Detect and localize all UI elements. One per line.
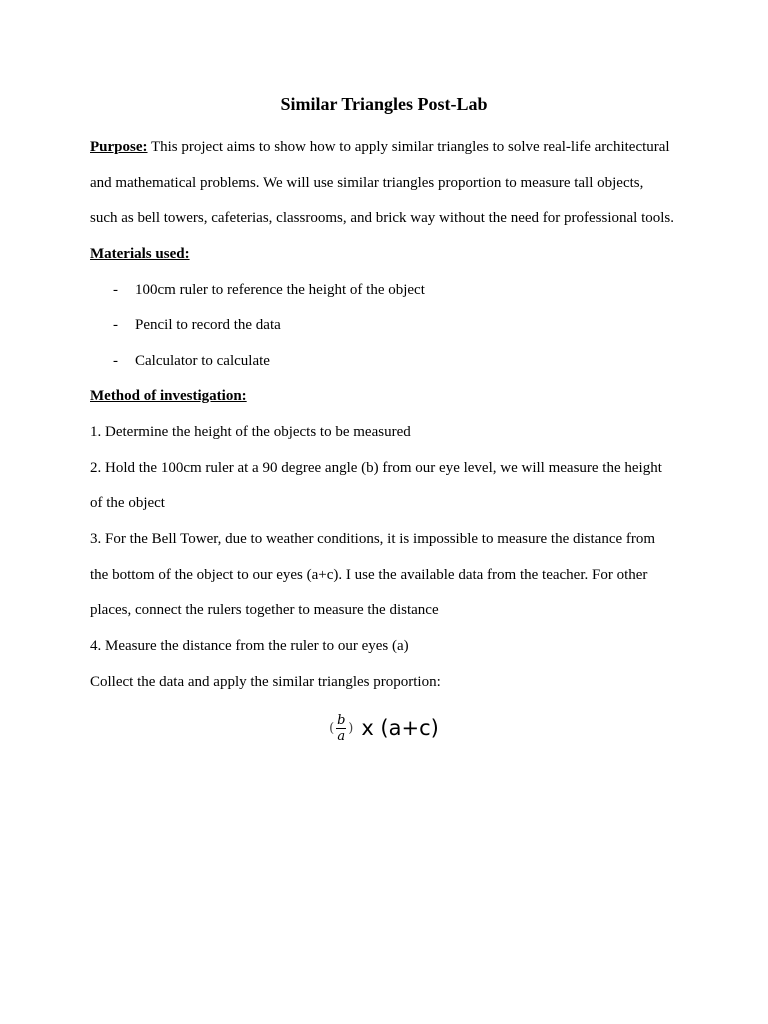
method-step-3-cont-2: places, connect the rulers together to measure the distance — [90, 602, 439, 618]
formula-fraction — [336, 713, 346, 744]
page-title: Similar Triangles Post-Lab — [280, 94, 488, 114]
purpose-text-1: This project aims to show how to apply similar triangles to solve real-life architectural — [147, 139, 670, 155]
method-step-1: 1. Determine the height of the objects to be measured — [90, 424, 411, 440]
materials-item-pencil: Pencil to record the data — [135, 317, 281, 333]
method-step-4: 4. Measure the distance from the ruler to our eyes (a) — [90, 638, 409, 654]
materials-item-ruler: 100cm ruler to reference the height of the object — [135, 282, 425, 298]
purpose-line-3: such as bell towers, cafeterias, classrooms, and brick way without the need for professional tools. — [90, 210, 675, 226]
formula-numerator: b — [337, 712, 346, 728]
method-heading: Method of investigation: — [90, 388, 247, 404]
formula-rest: x (a+c) — [361, 715, 439, 740]
proportion-formula — [0, 708, 768, 748]
purpose-label: Purpose: — [90, 139, 148, 155]
materials-heading: Materials used: — [90, 246, 190, 262]
bullet-dash: - — [113, 353, 118, 369]
formula-close-paren: ) — [348, 720, 354, 736]
formula-denominator: a — [337, 728, 346, 744]
bullet-dash: - — [113, 317, 118, 333]
method-collect: Collect the data and apply the similar triangles proportion: — [90, 674, 441, 690]
bullet-dash: - — [113, 282, 118, 298]
method-step-2: 2. Hold the 100cm ruler at a 90 degree angle (b) from our eye level, we will measure the height — [90, 460, 662, 476]
formula-open-paren: ( — [329, 720, 335, 736]
materials-item-calculator: Calculator to calculate — [135, 353, 270, 369]
purpose-line-1 — [90, 138, 690, 156]
purpose-line-2: and mathematical problems. We will use similar triangles proportion to measure tall objects, — [90, 175, 644, 191]
method-step-2-cont: of the object — [90, 495, 165, 511]
method-step-3: 3. For the Bell Tower, due to weather conditions, it is impossible to measure the distance from — [90, 531, 656, 547]
method-step-3-cont: the bottom of the object to our eyes (a+c). I use the available data from the teacher. For other — [90, 567, 648, 583]
